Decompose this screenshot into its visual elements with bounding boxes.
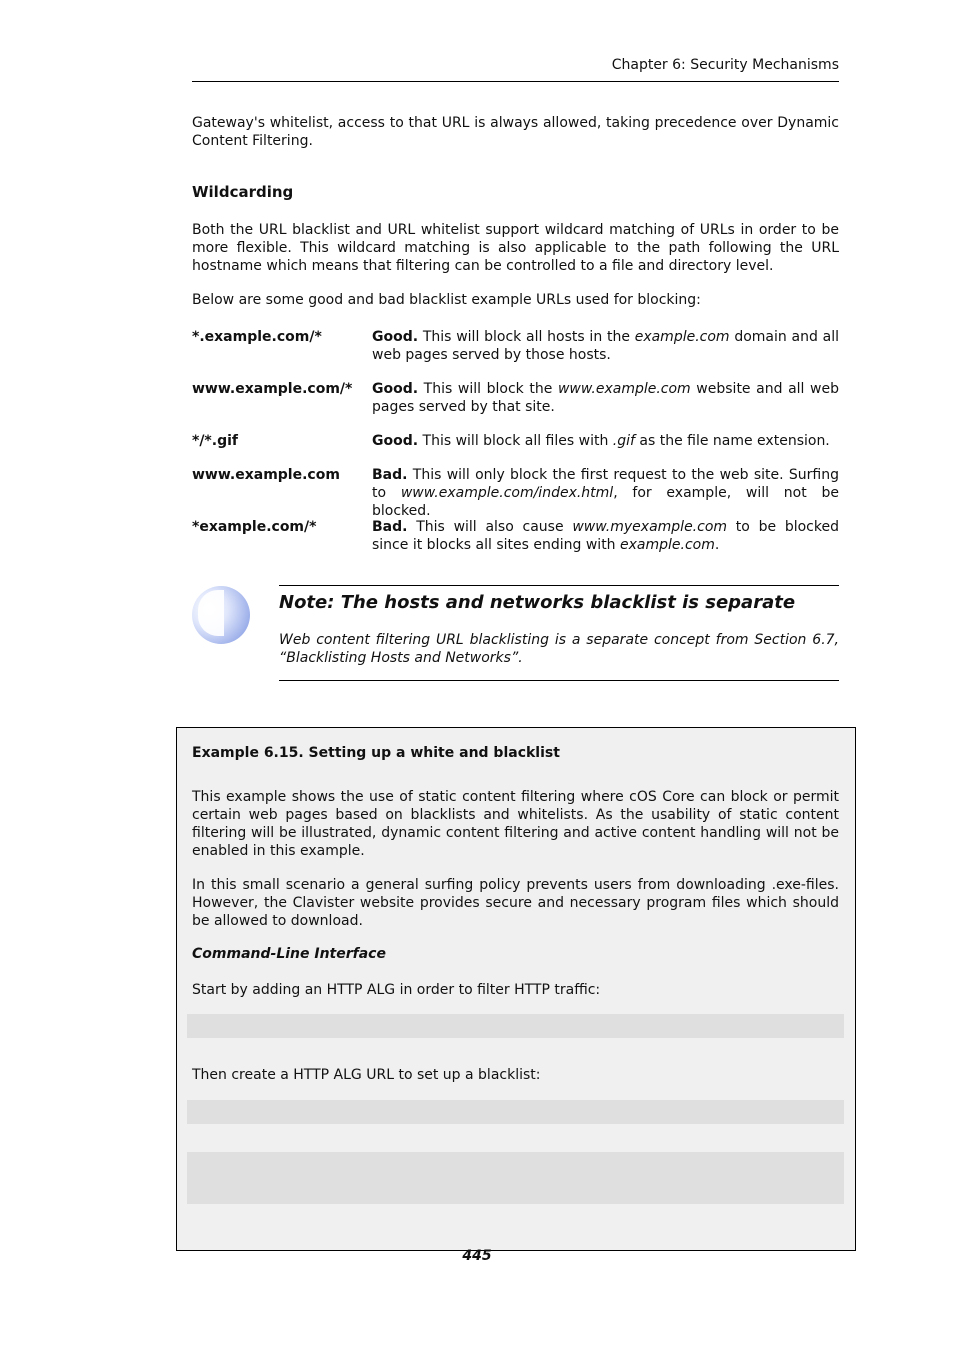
def-emphasis: www.example.com/index.html (400, 485, 614, 501)
note-icon (192, 586, 250, 644)
note-text: Web content filtering URL blacklisting is a separate concept from Section 6.7, “Blacklisting Hosts and Networks”. (279, 632, 839, 666)
verdict: Bad. (372, 467, 408, 483)
example-paragraph: This example shows the use of static content filtering where cOS Core can block or permit certain web pages based on blacklists and whitelists. As the usability of static content filtering will be illustrated, dynamic content filtering and active content handling will not be enabled in this example. (192, 789, 839, 859)
def-emphasis: example.com (620, 537, 715, 553)
code-block (187, 1100, 844, 1124)
verdict: Bad. (372, 519, 408, 535)
wildcarding-paragraph: Both the URL blacklist and URL whitelist support wildcard matching of URLs in order to be more flexible. This wildcard matching is also applicable to the path following the URL hostname which means that filtering can be controlled to a file and directory level. (192, 222, 839, 274)
def-emphasis: .gif (612, 433, 635, 449)
def-emphasis: www.example.com (557, 381, 691, 397)
blacklist-intro-paragraph: Below are some good and bad blacklist example URLs used for blocking: (192, 292, 701, 308)
example-step: Then create a HTTP ALG URL to set up a blacklist: (192, 1067, 541, 1083)
def-emphasis: www.myexample.com (572, 519, 728, 535)
url-term: *.example.com/* (192, 329, 322, 345)
verdict: Good. (372, 381, 419, 397)
url-definition (372, 432, 839, 450)
def-text: . (714, 537, 720, 553)
def-text: to be blocked since it blocks all sites ending with (372, 519, 839, 553)
def-text: This will block the (418, 381, 558, 397)
def-text: domain and all web pages served by those hosts. (372, 329, 839, 363)
url-definition (372, 466, 839, 520)
url-term: www.example.com (192, 467, 340, 483)
code-block (187, 1014, 844, 1038)
note-title: Note: The hosts and networks blacklist is separate (279, 592, 796, 613)
def-emphasis: example.com (634, 329, 730, 345)
example-step: Start by adding an HTTP ALG in order to filter HTTP traffic: (192, 982, 601, 998)
url-definition (372, 518, 839, 554)
def-text: , for example, will not be blocked. (372, 485, 839, 519)
verdict: Good. (372, 329, 419, 345)
chapter-title: Chapter 6: Security Mechanisms (611, 57, 839, 73)
def-text: This will block all files with (418, 433, 613, 449)
url-definition (372, 380, 839, 416)
url-term: */*.gif (192, 433, 238, 449)
verdict: Good. (372, 433, 419, 449)
intro-paragraph: Gateway's whitelist, access to that URL is always allowed, taking precedence over Dynamic Content Filtering. (192, 115, 839, 149)
def-text: This will block all hosts in the (418, 329, 635, 345)
cli-heading: Command-Line Interface (192, 946, 386, 962)
example-paragraph: In this small scenario a general surfing policy prevents users from downloading .exe-files. However, the Clavister website provides secure and necessary program files which should be allowed to download. (192, 877, 839, 929)
page-header (192, 55, 839, 82)
code-block (187, 1152, 844, 1204)
url-definition (372, 328, 839, 364)
url-term: *example.com/* (192, 519, 317, 535)
page-number: 445 (462, 1248, 492, 1264)
url-term: www.example.com/* (192, 381, 353, 397)
def-text: This will only block the first request to the web site. Surfing to (372, 467, 839, 501)
def-text: as the file name extension. (634, 433, 830, 449)
def-text: This will also cause (407, 519, 573, 535)
example-title: Example 6.15. Setting up a white and blacklist (192, 745, 560, 761)
wildcarding-heading: Wildcarding (192, 183, 294, 201)
def-text: website and all web pages served by that site. (372, 381, 839, 415)
